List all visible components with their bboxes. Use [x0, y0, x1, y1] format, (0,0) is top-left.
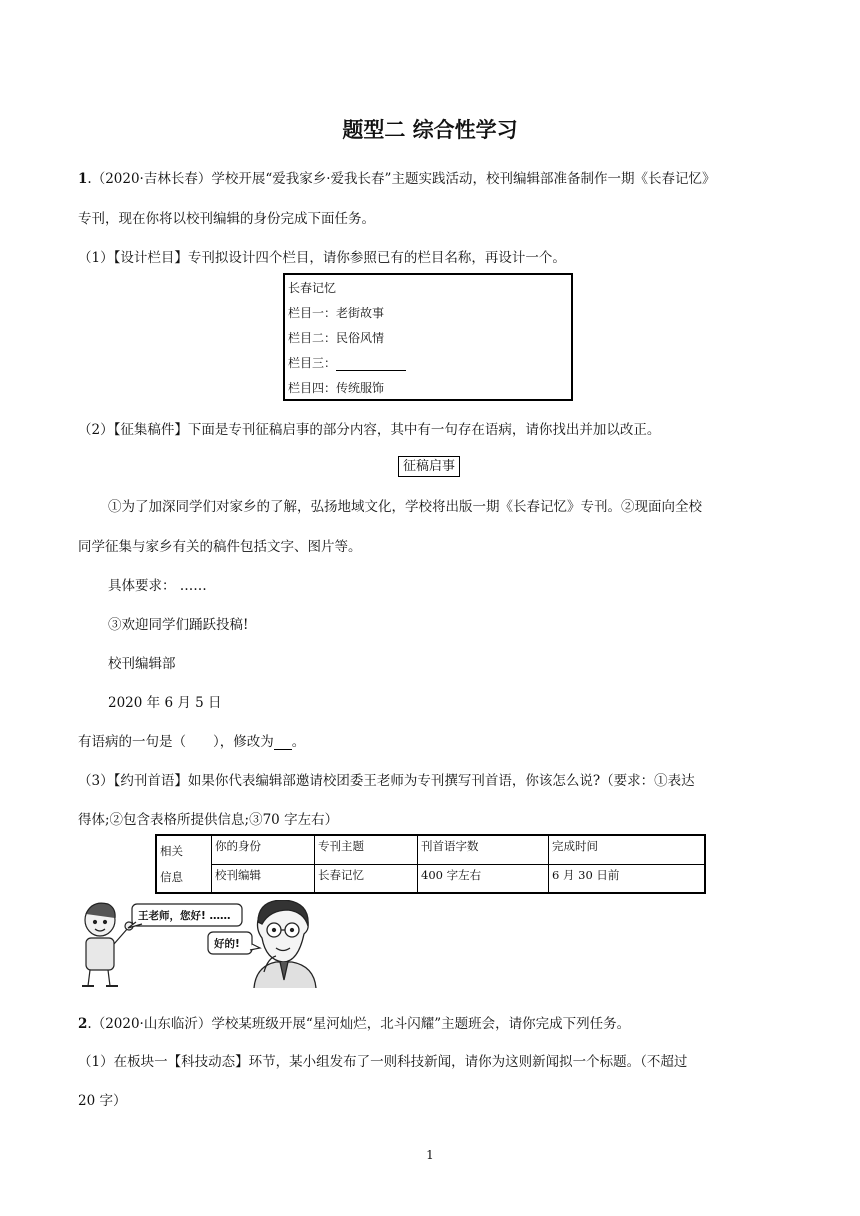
question-1-intro: .（2020·吉林长春）学校开展“爱我家乡·爱我长春”主题实践活动，校刊编辑部准备制作一期《长春记忆》 [87, 171, 716, 187]
box-column-2: 栏目二：民俗风情 [288, 331, 385, 345]
cartoon-svg [78, 900, 340, 988]
page-number: 1 [426, 1148, 434, 1162]
table-cell: 你的身份 [212, 835, 315, 864]
cartoon-illustration [78, 900, 340, 988]
teacher-icon [254, 900, 316, 988]
box-column-1: 栏目一：老街故事 [288, 306, 385, 320]
answer-blank[interactable] [336, 359, 406, 371]
page-title: 题型二 综合性学习 [342, 118, 518, 142]
notice-line-4: ③欢迎同学们踊跃投稿! [108, 617, 249, 633]
correction-blank[interactable] [274, 737, 292, 750]
bubble-text-2: 好的! [214, 938, 240, 950]
box-column-4: 栏目四：传统服饰 [288, 381, 385, 395]
table-cell: 完成时间 [549, 835, 706, 864]
notice-line-2: 同学征集与家乡有关的稿件包括文字、图片等。 [78, 539, 362, 555]
answer-end: 。 [291, 734, 306, 750]
row-header-1: 相关 [160, 844, 183, 858]
table-cell: 400 字左右 [418, 864, 549, 893]
question-1-part-2: （2）【征集稿件】下面是专刊征稿启事的部分内容，其中有一句存在语病，请你找出并加以改正。 [78, 422, 661, 438]
question-2-part-1-line-2: 20 字） [78, 1093, 127, 1109]
question-1-line-1 [78, 167, 715, 187]
table-cell: 专刊主题 [315, 835, 418, 864]
table-row [156, 835, 705, 864]
row-header-2: 信息 [160, 870, 183, 884]
table-cell: 校刊编辑 [212, 864, 315, 893]
notice-line-1: ①为了加深同学们对家乡的了解，弘扬地域文化，学校将出版一期《长春记忆》专刊。②现面向全校 [108, 499, 702, 515]
table-cell: 6 月 30 日前 [549, 864, 706, 893]
table-cell: 刊首语字数 [418, 835, 549, 864]
table-row-header [156, 835, 212, 893]
question-1-part-1: （1）【设计栏目】专刊拟设计四个栏目，请你参照已有的栏目名称，再设计一个。 [78, 250, 566, 266]
question-2-part-1-line-1: （1）在板块一【科技动态】环节，某小组发布了一则科技新闻，请你为这则新闻拟一个标题。（不超过 [78, 1054, 688, 1070]
boy-icon [82, 903, 133, 986]
column-design-box [283, 273, 573, 401]
bubble-text-1: 王老师，您好! …… [138, 910, 231, 922]
question-1-number: 1 [78, 171, 88, 187]
box-heading: 长春记忆 [288, 281, 337, 295]
question-1-part-3-line-1: （3）【约刊首语】如果你代表编辑部邀请校团委王老师为专刊撰写刊首语，你该怎么说?（要求：①表达 [78, 773, 695, 789]
question-1-line-2: 专刊，现在你将以校刊编辑的身份完成下面任务。 [78, 211, 375, 227]
question-2-number: 2 [78, 1016, 88, 1032]
question-2-intro: .（2020·山东临沂）学校某班级开展“星河灿烂，北斗闪耀”主题班会，请你完成下列任务。 [87, 1016, 631, 1032]
notice-title: 征稿启事 [398, 456, 460, 477]
table-cell: 长春记忆 [315, 864, 418, 893]
question-1-part-3-line-2: 得体;②包含表格所提供信息;③70 字左右） [78, 812, 339, 828]
answer-prompt: 有语病的一句是（ ），修改为 [78, 734, 274, 750]
box-column-3 [288, 354, 406, 371]
table-row [156, 864, 705, 893]
notice-line-3: 具体要求： …… [108, 578, 207, 594]
notice-signature: 校刊编辑部 [108, 656, 176, 672]
box-column-3-label: 栏目三： [288, 356, 337, 370]
answer-line [78, 730, 305, 750]
question-2-line-1 [78, 1012, 630, 1032]
notice-date: 2020 年 6 月 5 日 [108, 695, 222, 711]
info-table [155, 834, 706, 894]
